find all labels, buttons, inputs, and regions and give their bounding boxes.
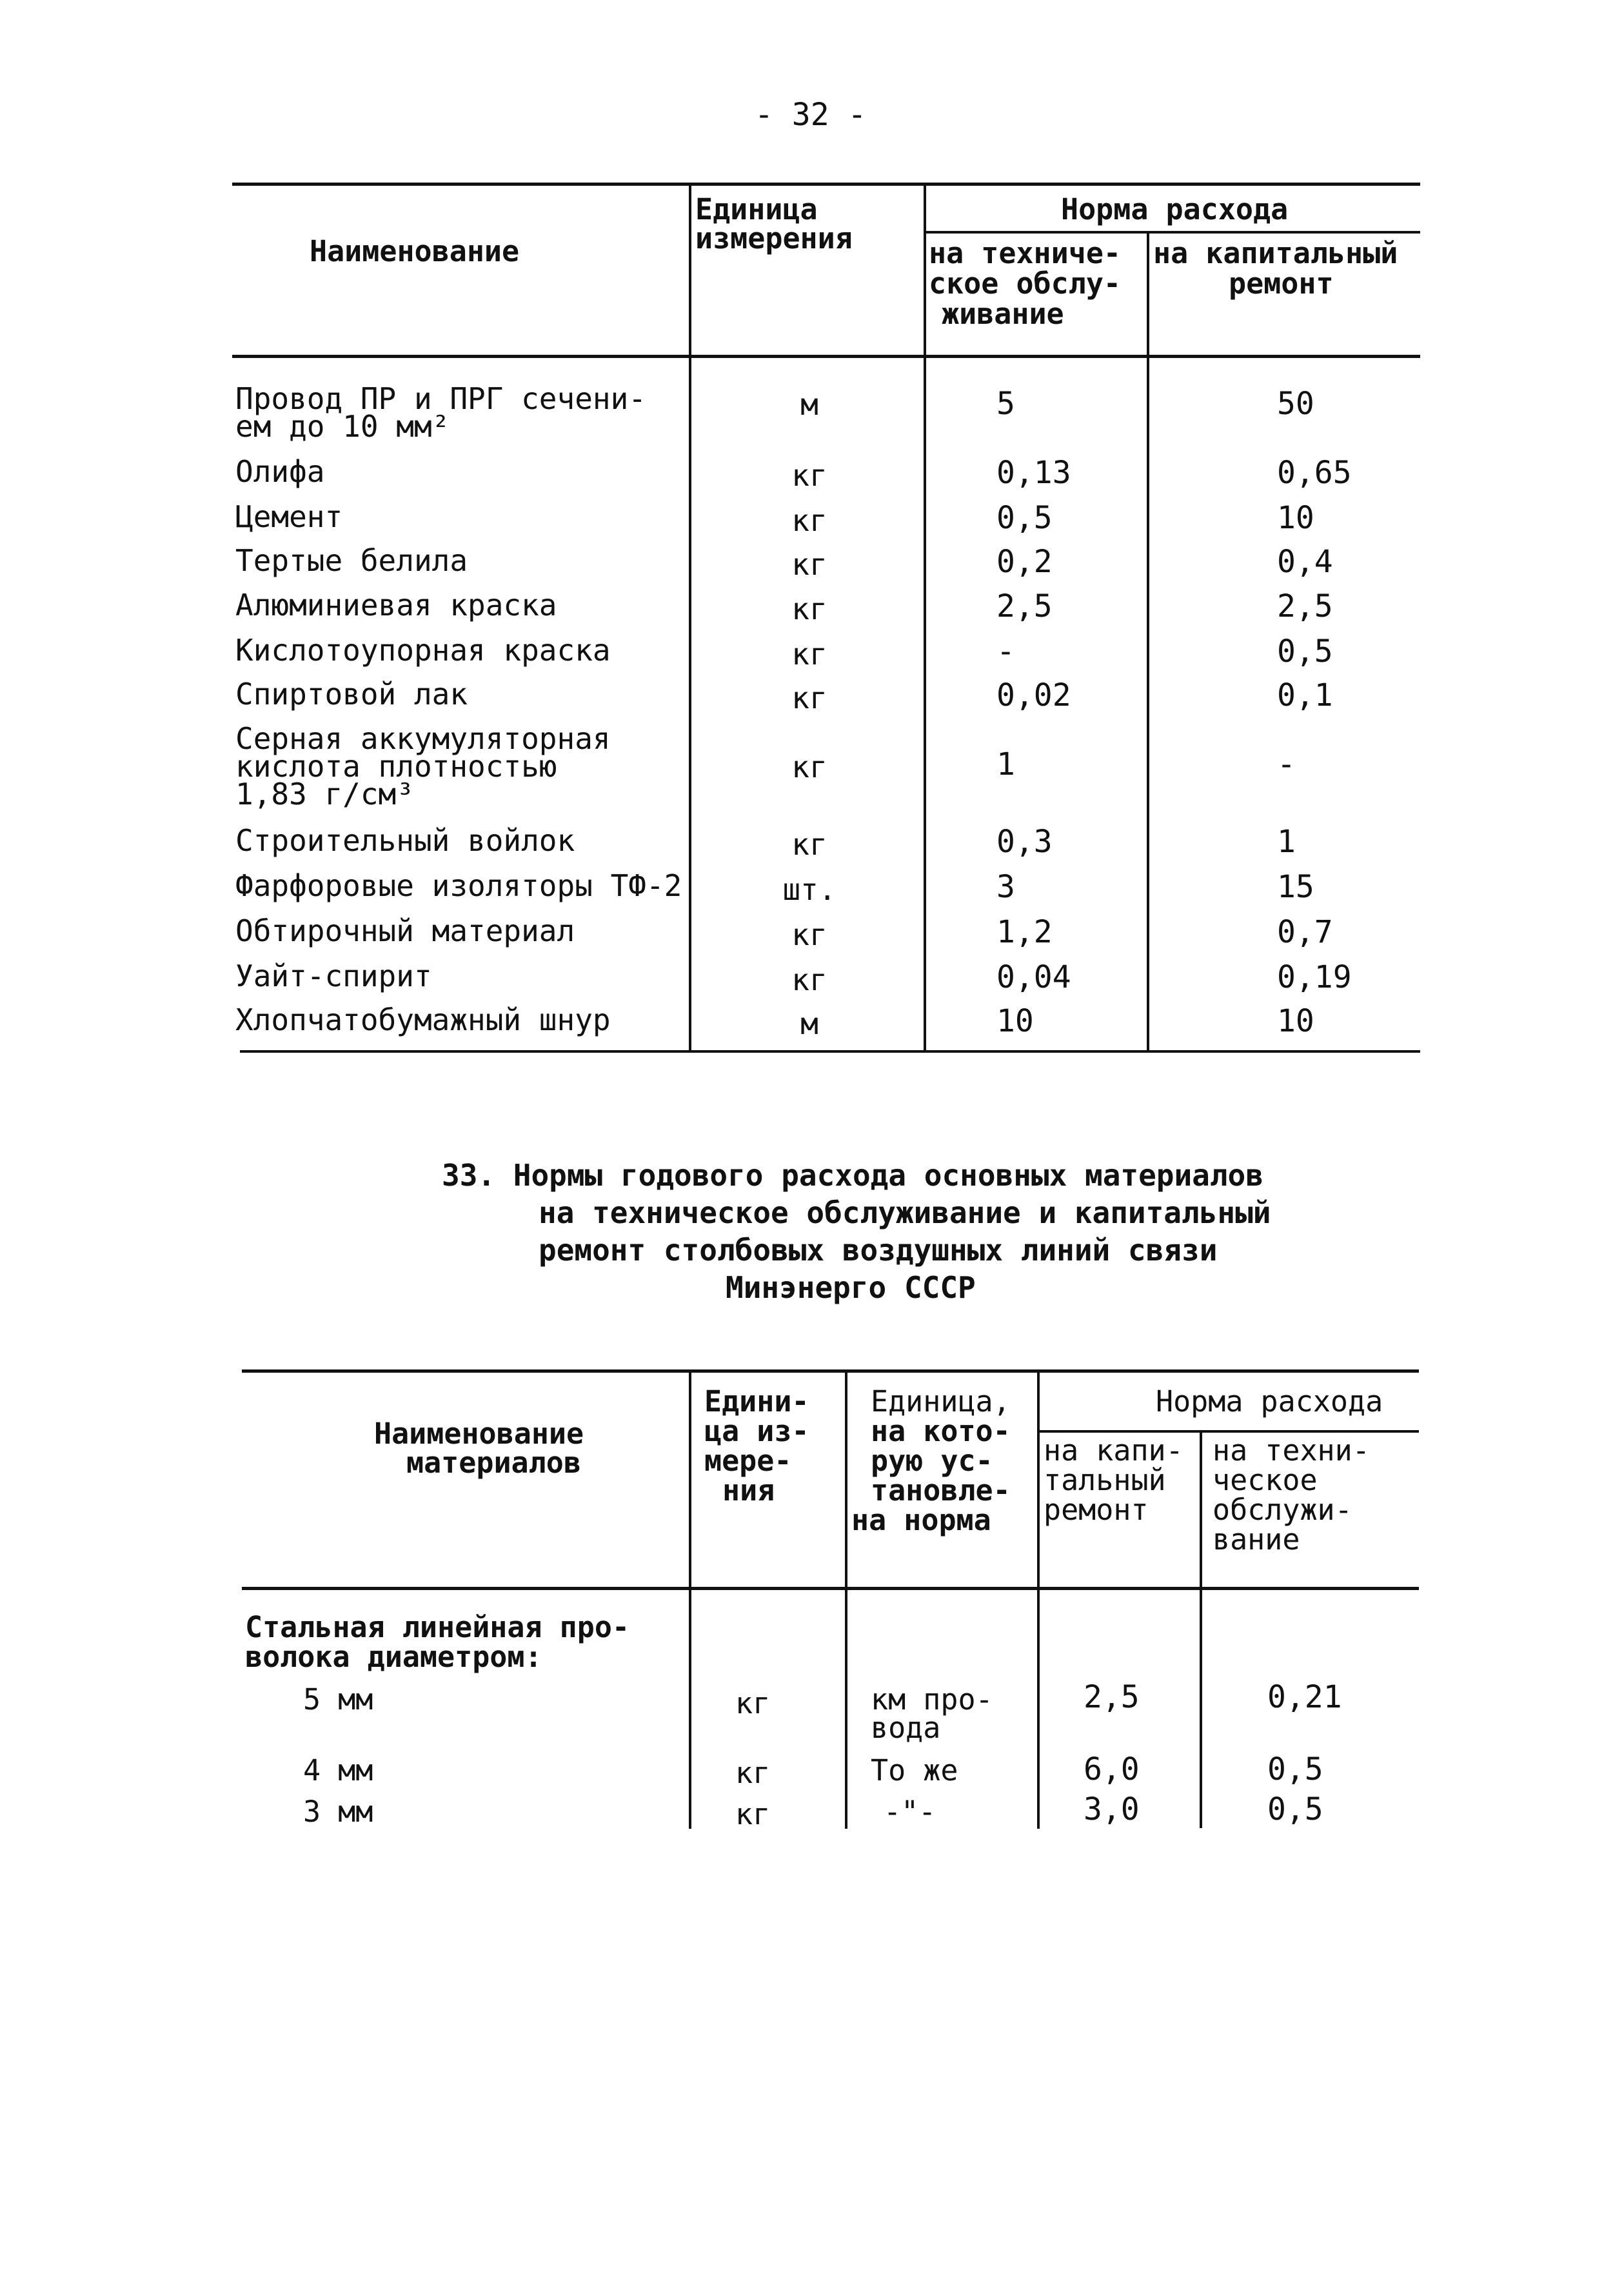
table2-norm-rule: [1037, 1430, 1419, 1433]
table1-row-3-repair: 10: [1277, 500, 1314, 536]
table1-row-10-maintenance: 3: [996, 869, 1015, 905]
table1-header-maint-3: живание: [942, 297, 1064, 331]
table1-row-6-maintenance: -: [996, 633, 1015, 670]
table2-header-unit-3: мере-: [704, 1444, 792, 1478]
table1-row-4-name: Тертые белила: [235, 543, 468, 578]
table2-header-per-4: тановле-: [871, 1473, 1011, 1508]
table2-row-1-per-1: км про-: [871, 1682, 993, 1717]
table1-row-6-name: Кислотоупорная краска: [235, 633, 611, 668]
table2-header-per-3: рую ус-: [871, 1444, 993, 1478]
table2-header-name-2: материалов: [406, 1446, 581, 1480]
table1-row-8-name-1: Серная аккумуляторная: [235, 721, 611, 756]
table1-row-2-name: Олифа: [235, 454, 325, 489]
table2-header-maint-4: вание: [1213, 1522, 1300, 1557]
table2-row-2-repair: 6,0: [1084, 1751, 1140, 1787]
table2-row-1-repair: 2,5: [1084, 1679, 1140, 1715]
table1-row-13-maintenance: 10: [996, 1003, 1034, 1039]
table2-header-norm: Норма расхода: [1156, 1384, 1383, 1418]
table2-col-rule-3: [1037, 1371, 1040, 1829]
table1-row-12-unit: кг: [791, 962, 827, 997]
table2-row-3-per-1: -"-: [884, 1795, 936, 1829]
table1-row-9-repair: 1: [1277, 824, 1296, 860]
table1-row-11-maintenance: 1,2: [996, 914, 1053, 950]
table2-row-1-name: 5 мм: [303, 1682, 373, 1717]
table2-header-per-5: на норма: [851, 1503, 991, 1537]
table1-row-1-repair: 50: [1277, 386, 1314, 422]
table1-row-6-repair: 0,5: [1277, 633, 1333, 670]
table1-bottom-rule: [240, 1050, 1420, 1053]
table1-row-3-name: Цемент: [235, 499, 343, 534]
table1-row-10-unit: шт.: [782, 872, 837, 907]
table2-header-unit-2: ца из-: [704, 1414, 809, 1448]
table1-header-repair-1: на капитальный: [1153, 236, 1398, 270]
table2-row-1-maintenance: 0,21: [1267, 1679, 1342, 1715]
table1-row-13-repair: 10: [1277, 1003, 1314, 1039]
table1-row-9-maintenance: 0,3: [996, 824, 1053, 860]
table1-row-9-name: Строительный войлок: [235, 823, 575, 858]
table1-row-5-repair: 2,5: [1277, 588, 1333, 624]
table1-row-3-maintenance: 0,5: [996, 500, 1053, 536]
table2-group-1: Стальная линейная про-: [245, 1610, 630, 1644]
table1-row-4-maintenance: 0,2: [996, 544, 1053, 580]
table2-row-3-unit: кг: [735, 1797, 771, 1831]
table2-row-2-maintenance: 0,5: [1267, 1751, 1323, 1787]
table2-row-2-name: 4 мм: [303, 1753, 373, 1787]
table2-header-per-1: Единица,: [871, 1384, 1011, 1418]
table1-header-name: Наименование: [310, 234, 520, 268]
table1-row-11-name: Обтирочный материал: [235, 913, 575, 948]
table1-row-10-repair: 15: [1277, 869, 1314, 905]
table1-row-1-name-2: ем до 10 мм²: [235, 409, 450, 444]
table2-header-unit-4: ния: [722, 1473, 775, 1508]
table1-row-3-unit: кг: [791, 503, 827, 538]
table1-row-2-maintenance: 0,13: [996, 455, 1071, 491]
section-33-line-2: на техническое обслуживание и капитальный: [539, 1195, 1271, 1230]
table1-header-repair-2: ремонт: [1229, 266, 1334, 301]
table1-row-5-unit: кг: [791, 592, 827, 626]
table2-header-repair-3: ремонт: [1044, 1493, 1149, 1527]
table2-header-repair-2: тальный: [1044, 1463, 1166, 1497]
table1-row-7-unit: кг: [791, 681, 827, 715]
table1-row-8-name-2: кислота плотностью: [235, 749, 557, 784]
table1-row-5-maintenance: 2,5: [996, 588, 1053, 624]
table1-row-12-repair: 0,19: [1277, 959, 1352, 995]
table2-row-2-per-1: То же: [871, 1753, 958, 1787]
table2-header-maint-3: обслужи-: [1213, 1493, 1352, 1527]
table2-top-rule: [242, 1369, 1419, 1373]
table2-row-3-name: 3 мм: [303, 1795, 373, 1829]
table1-row-8-unit: кг: [791, 750, 827, 784]
table1-col-rule-1: [689, 184, 691, 1051]
section-33-line-3: ремонт столбовых воздушных линий связи: [539, 1233, 1218, 1268]
table1-row-1-unit: м: [800, 387, 818, 422]
table2-header-maint-1: на техни-: [1213, 1433, 1370, 1468]
table1-row-2-repair: 0,65: [1277, 455, 1352, 491]
table1-row-1-maintenance: 5: [996, 386, 1015, 422]
table1-row-13-name: Хлопчатобумажный шнур: [235, 1002, 611, 1037]
table1-row-1-name-1: Провод ПР и ПРГ сечени-: [235, 381, 646, 416]
table1-header-maint-2: ское обслу-: [929, 266, 1122, 301]
table1-row-5-name: Алюминиевая краска: [235, 588, 557, 622]
table1-row-13-unit: м: [800, 1006, 818, 1041]
table1-header-norm: Норма расхода: [1061, 192, 1289, 226]
table2-col-rule-2: [845, 1371, 847, 1829]
table1-row-11-unit: кг: [791, 917, 827, 952]
table1-row-7-repair: 0,1: [1277, 677, 1333, 713]
table1-row-6-unit: кг: [791, 637, 827, 672]
table2-row-3-maintenance: 0,5: [1267, 1791, 1323, 1827]
table1-row-12-name: Уайт-спирит: [235, 959, 432, 993]
table2-col-rule-4: [1200, 1431, 1202, 1828]
table1-norm-rule: [924, 231, 1420, 234]
table2-header-bottom-rule: [242, 1587, 1419, 1590]
table1-row-7-maintenance: 0,02: [996, 677, 1071, 713]
table1-row-4-repair: 0,4: [1277, 544, 1333, 580]
table1-row-7-name: Спиртовой лак: [235, 677, 468, 712]
table1-row-8-maintenance: 1: [996, 746, 1015, 782]
page-number: - 32 -: [755, 97, 867, 133]
table1-row-11-repair: 0,7: [1277, 914, 1333, 950]
table1-row-4-unit: кг: [791, 547, 827, 582]
table1-row-12-maintenance: 0,04: [996, 959, 1071, 995]
table2-row-3-repair: 3,0: [1084, 1791, 1140, 1827]
section-33-line-1: 33. Нормы годового расхода основных материалов: [442, 1158, 1263, 1193]
table1-header-bottom-rule: [232, 355, 1420, 358]
table2-header-per-2: на кото-: [871, 1414, 1011, 1448]
table1-header-maint-1: на техниче-: [929, 236, 1122, 270]
table1-top-rule: [232, 183, 1420, 186]
table2-header-maint-2: ческое: [1213, 1463, 1318, 1497]
table1-row-8-name-3: 1,83 г/см³: [235, 777, 414, 811]
table1-row-8-repair: -: [1277, 746, 1296, 782]
table2-row-1-unit: кг: [735, 1686, 771, 1720]
table1-row-9-unit: кг: [791, 827, 827, 862]
section-33-line-4: Минэнерго СССР: [726, 1270, 976, 1305]
table2-col-rule-1: [689, 1371, 691, 1829]
table1-header-unit-2: измерения: [695, 221, 853, 255]
table1-row-10-name: Фарфоровые изоляторы ТФ-2: [235, 868, 682, 903]
table2-header-name-1: Наименование: [374, 1417, 584, 1451]
table2-header-repair-1: на капи-: [1044, 1433, 1183, 1468]
table2-row-1-per-2: вода: [871, 1711, 941, 1745]
table2-row-2-unit: кг: [735, 1756, 771, 1790]
table2-group-2: волока диаметром:: [245, 1640, 542, 1674]
table1-row-2-unit: кг: [791, 458, 827, 493]
table2-header-unit-1: Едини-: [704, 1384, 809, 1418]
table1-header-unit-1: Единица: [695, 192, 818, 226]
